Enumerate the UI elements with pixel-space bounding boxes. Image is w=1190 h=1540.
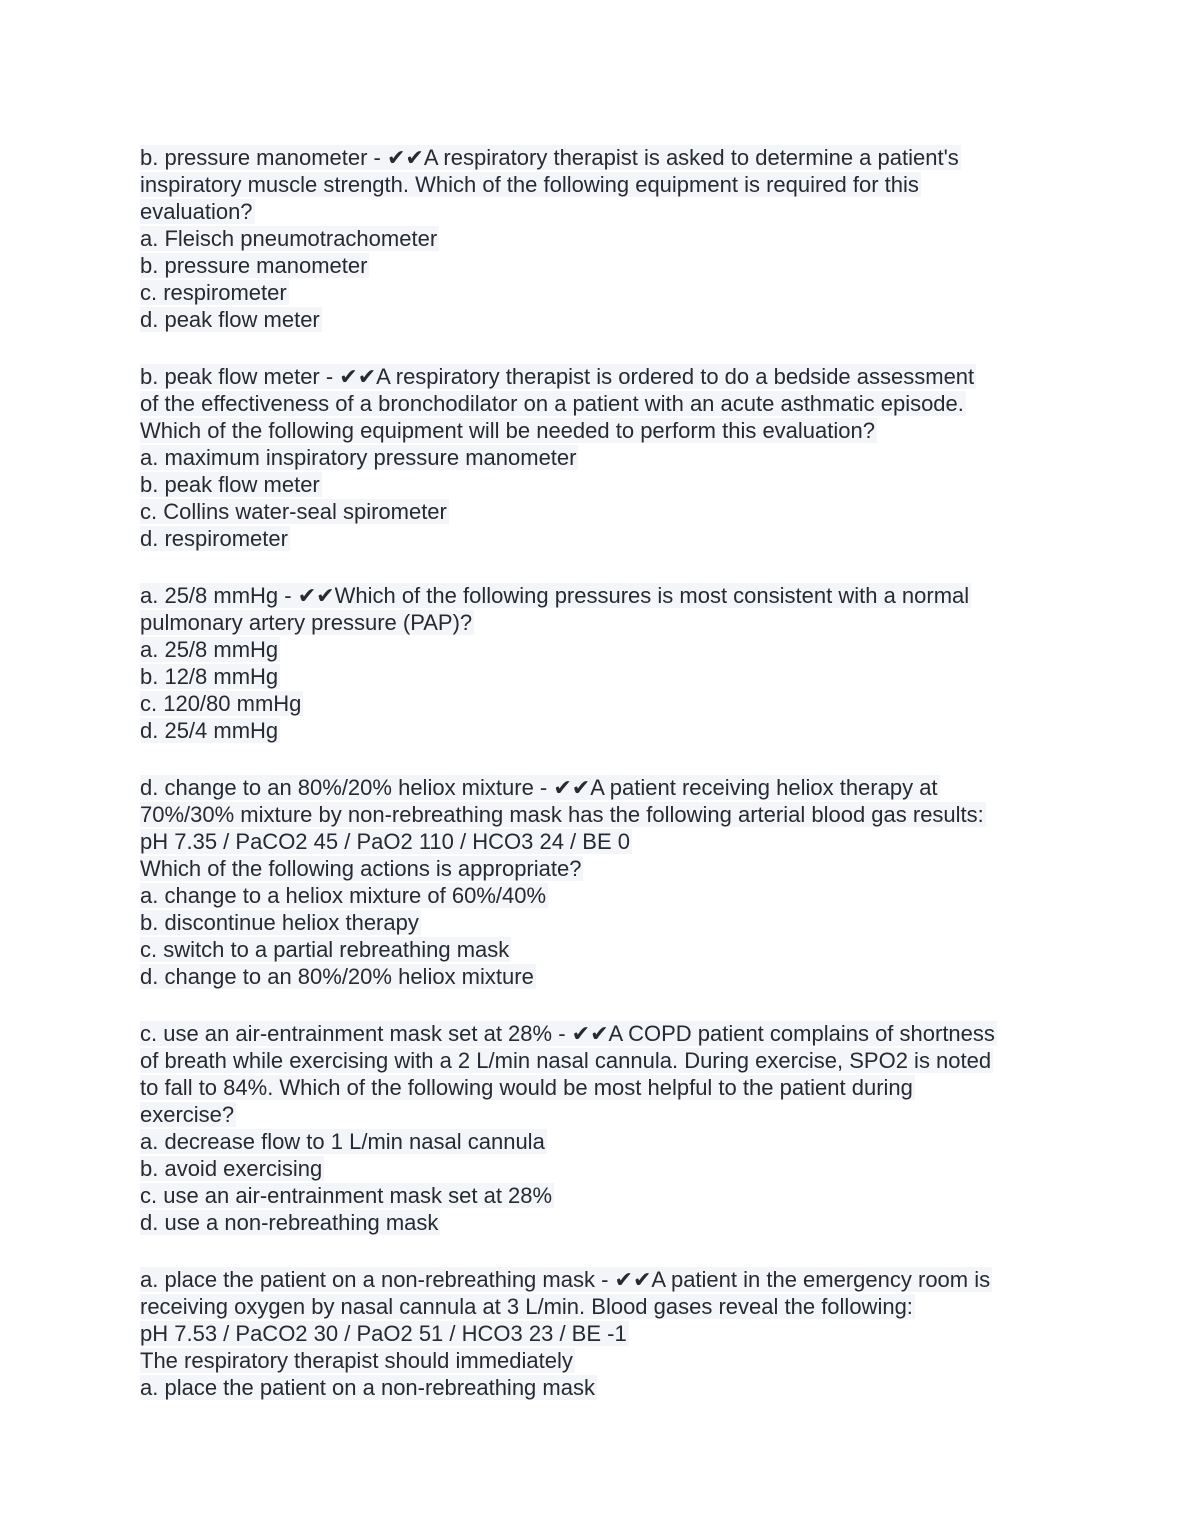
question-block-3 <box>140 582 1060 744</box>
text-line: of breath while exercising with a 2 L/min nasal cannula. During exercise, SPO2 is noted <box>140 1048 992 1073</box>
answer-option: b. pressure manometer <box>140 253 368 278</box>
answer-option: d. use a non-rebreathing mask <box>140 1210 439 1235</box>
text-line: The respiratory therapist should immediately <box>140 1348 573 1373</box>
answer-option: a. change to a heliox mixture of 60%/40% <box>140 883 547 908</box>
question-block-6 <box>140 1266 1060 1401</box>
answer-option: a. decrease flow to 1 L/min nasal cannula <box>140 1129 545 1154</box>
text-line: receiving oxygen by nasal cannula at 3 L/min. Blood gases reveal the following: <box>140 1294 913 1319</box>
answer-option: b. 12/8 mmHg <box>140 664 279 689</box>
text-line: pulmonary artery pressure (PAP)? <box>140 610 473 635</box>
text-line: pH 7.35 / PaCO2 45 / PaO2 110 / HCO3 24 / BE 0 <box>140 829 630 854</box>
text-line: 70%/30% mixture by non-rebreathing mask has the following arterial blood gas results: <box>140 802 984 827</box>
answer-option: c. use an air-entrainment mask set at 28% <box>140 1183 553 1208</box>
text-line: to fall to 84%. Which of the following would be most helpful to the patient during <box>140 1075 913 1100</box>
answer-option: d. change to an 80%/20% heliox mixture <box>140 964 534 989</box>
text-line: a. place the patient on a non-rebreathing mask - ✔✔A patient in the emergency room is <box>140 1267 991 1292</box>
text-line: a. 25/8 mmHg - ✔✔Which of the following pressures is most consistent with a normal <box>140 583 970 608</box>
text-line: b. peak flow meter - ✔✔A respiratory therapist is ordered to do a bedside assessment <box>140 364 975 389</box>
text-line: pH 7.53 / PaCO2 30 / PaO2 51 / HCO3 23 / BE -1 <box>140 1321 627 1346</box>
text-line: evaluation? <box>140 199 253 224</box>
answer-option: c. 120/80 mmHg <box>140 691 302 716</box>
answer-option: c. respirometer <box>140 280 287 305</box>
answer-option: b. discontinue heliox therapy <box>140 910 419 935</box>
answer-option: d. 25/4 mmHg <box>140 718 279 743</box>
question-block-4 <box>140 774 1060 990</box>
text-line: d. change to an 80%/20% heliox mixture - ✔✔A patient receiving heliox therapy at <box>140 775 938 800</box>
answer-option: a. Fleisch pneumotrachometer <box>140 226 438 251</box>
answer-option: b. avoid exercising <box>140 1156 323 1181</box>
text-line: exercise? <box>140 1102 235 1127</box>
text-line: of the effectiveness of a bronchodilator on a patient with an acute asthmatic episode. <box>140 391 964 416</box>
answer-option: d. respirometer <box>140 526 288 551</box>
text-line: Which of the following equipment will be needed to perform this evaluation? <box>140 418 875 443</box>
question-block-2 <box>140 363 1060 552</box>
text-line: c. use an air-entrainment mask set at 28% - ✔✔A COPD patient complains of shortness <box>140 1021 995 1046</box>
document-page <box>140 144 1060 1431</box>
text-line: b. pressure manometer - ✔✔A respiratory therapist is asked to determine a patient's <box>140 145 959 170</box>
text-line: inspiratory muscle strength. Which of the following equipment is required for this <box>140 172 919 197</box>
answer-option: a. maximum inspiratory pressure manometer <box>140 445 577 470</box>
answer-option: a. 25/8 mmHg <box>140 637 279 662</box>
text-line: Which of the following actions is appropriate? <box>140 856 582 881</box>
answer-option: c. switch to a partial rebreathing mask <box>140 937 510 962</box>
answer-option: a. place the patient on a non-rebreathing mask <box>140 1375 595 1400</box>
answer-option: c. Collins water-seal spirometer <box>140 499 447 524</box>
answer-option: b. peak flow meter <box>140 472 320 497</box>
question-block-1 <box>140 144 1060 333</box>
answer-option: d. peak flow meter <box>140 307 320 332</box>
question-block-5 <box>140 1020 1060 1236</box>
